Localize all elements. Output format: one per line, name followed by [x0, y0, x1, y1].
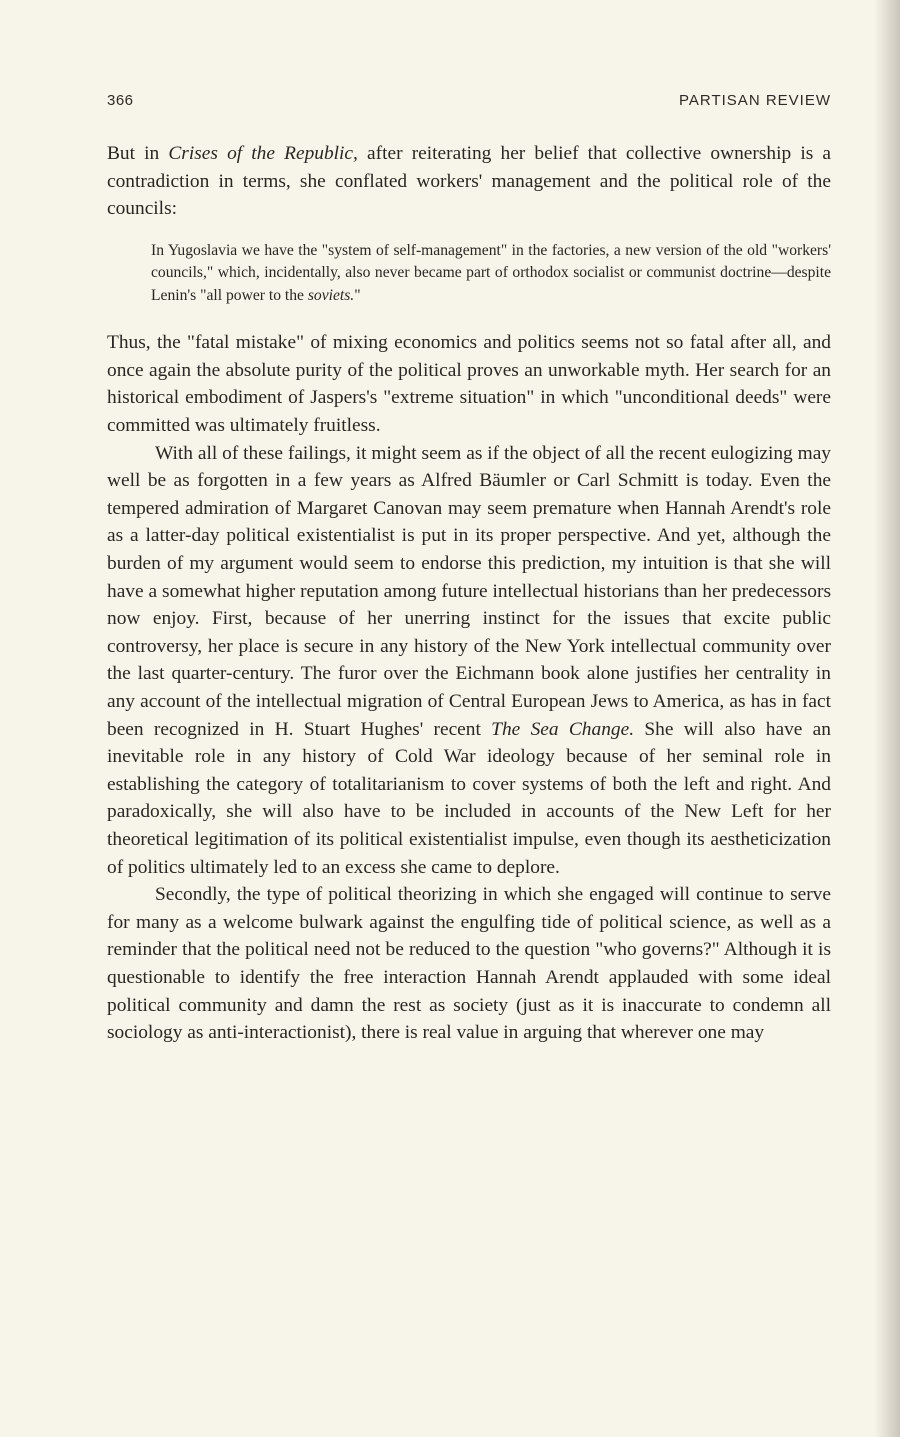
- paragraph-3-text-a: With all of these failings, it might seem as if the object of all the recent eulogizing may well be as forgotten in a few years as Alfred Bäumler or Carl Schmitt is today. Even the tempered admiration of Margaret Canovan may seem premature when Hannah Arendt's role as a latter-day political existentialist is put in its proper perspective. And yet, although the burden of my argument would seem to endorse this prediction, my intuition is that she will have a somewhat higher reputation among future intellectual historians than her predecessors now enjoy. First, because of her unerring instinct for the issues that excite public controversy, her place is secure in any history of the New York intellectual community over the last quarter-century. The furor over the Eichmann book alone justifies her centrality in any account of the intellectual migration of Central European Jews to America, as has in fact been recognized in H. Stuart Hughes' recent: [107, 442, 831, 740]
- block-quote: [151, 240, 831, 308]
- journal-title: PARTISAN REVIEW: [679, 92, 831, 109]
- paragraph-1-text-c: after reiterating her belief that collective ownership is a contradiction in terms, she conflated workers' management and the political role of the councils:: [107, 143, 831, 220]
- paragraph-2: Thus, the "fatal mistake" of mixing economics and politics seems not so fatal after all, and once again the absolute purity of the political proves an unworkable myth. Her search for an historical embodiment of Jaspers's "extreme situation" in which "unconditional deeds" were committed was ultimately fruitless.: [107, 332, 831, 437]
- block-quote-text-c: ": [354, 286, 361, 304]
- block-quote-text-a: In Yugoslavia we have the "system of self-management" in the factories, a new version of the old "workers' councils," which, incidentally, also never became part of orthodox socialist or communist doctrine—despite Lenin's "all power to the: [151, 241, 831, 304]
- page-edge-shadow: [874, 0, 900, 1437]
- book-title-the-sea-change: The Sea Change.: [491, 718, 635, 740]
- paragraph-3-text-c: She will also have an inevitable role in any history of Cold War ideology because of her seminal role in establishing the category of totalitarianism to cover systems of both the left and right. And paradoxically, she will also have to be included in accounts of the New Left for her theoretical legitimation of its political existentialist impulse, even though its aestheticization of politics ultimately led to an excess she came to deplore.: [107, 718, 831, 878]
- page-number: 366: [107, 92, 134, 109]
- book-title-crises-of-the-republic: Crises of the Republic,: [168, 143, 358, 164]
- paragraph-1-text-a: But in: [107, 143, 169, 164]
- paragraph-1: [107, 140, 831, 223]
- paragraph-3: [107, 440, 831, 882]
- paragraph-4: Secondly, the type of political theorizing in which she engaged will continue to serve for many as a welcome bulwark against the engulfing tide of political science, as well as a reminder that the political need not be reduced to the question "who governs?" Although it is questionable to identify the free interaction Hannah Arendt applauded with some ideal political community and damn the rest as society (just as it is inaccurate to condemn all sociology as anti-interactionist), there is real value in arguing that wherever one may: [107, 884, 831, 1044]
- running-header: [107, 92, 831, 116]
- article-body: [107, 140, 831, 1047]
- block-quote-italic-soviets: soviets.: [307, 286, 355, 304]
